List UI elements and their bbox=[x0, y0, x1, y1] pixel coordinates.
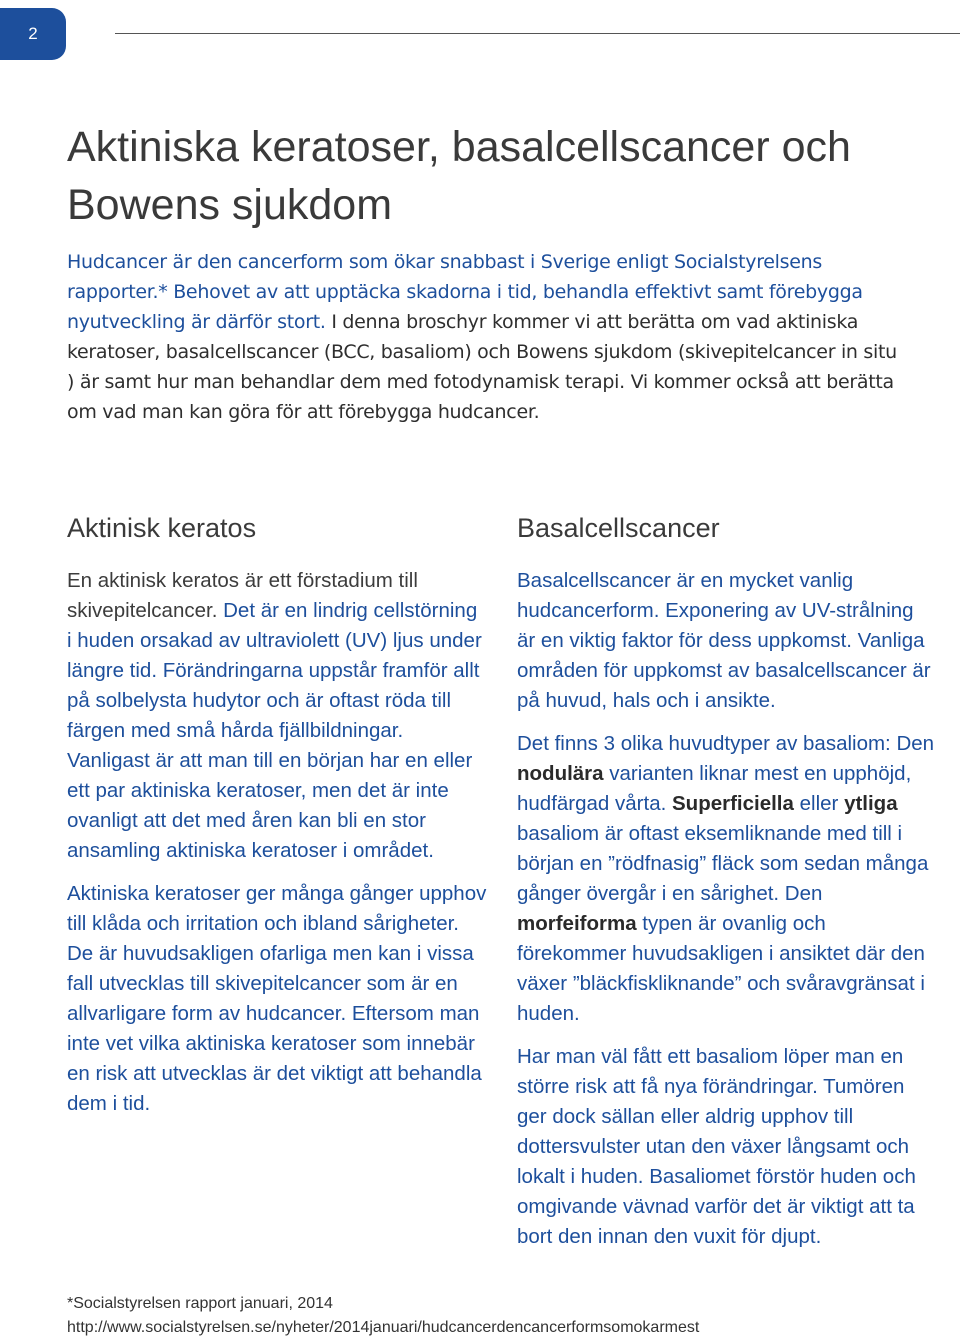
header-rule bbox=[115, 33, 960, 34]
actinic-keratosis-lead: En aktinisk keratos är ett förstadium till skivepitelcancer. bbox=[67, 569, 418, 622]
type-superficial: Superficiella bbox=[672, 792, 794, 815]
actinic-keratosis-body-2: Aktiniska keratoser ger många gånger upphov till klåda och irritation och ibland sårigheter. De är huvudsakligen ofarliga men kan i vissa fall utvecklas till skivepitelcancer som är en allvarligare form av hudcancer. Eftersom man inte vet vilka aktiniska keratoser som innebär en risk att utvecklas är det viktigt att behandla dem i tid. bbox=[67, 882, 487, 1115]
actinic-keratosis-paragraph-2 bbox=[67, 879, 487, 1119]
types-text-3: eller bbox=[793, 792, 845, 815]
type-nodular: nodulära bbox=[517, 762, 604, 785]
types-text-4: basaliom är oftast eksemliknande med till i början en ”rödfnasig” fläck som sedan många gånger övergår i en sårighet. Den bbox=[517, 822, 929, 905]
footnote bbox=[67, 1292, 947, 1340]
footnote-url[interactable]: http://www.socialstyrelsen.se/nyheter/2014januari/hudcancerdencancerformsomokarmest bbox=[67, 1319, 700, 1336]
page-title: Aktiniska keratoser, basalcellscancer och Bowens sjukdom bbox=[67, 123, 851, 229]
basal-cell-cancer-lead: Basalcellscancer är en mycket vanlig hudcancerform. bbox=[517, 569, 854, 622]
basal-cell-cancer-paragraph-1 bbox=[517, 566, 937, 716]
types-text-5: typen är ovanlig och förekommer huvudsakligen i ansiktet där den växer ”bläckfiskliknande” och svåravgränsat i huden. bbox=[517, 912, 925, 1025]
basal-cell-cancer-body-3: Har man väl fått ett basaliom löper man en större risk att få nya förändringar. Tumören ger dock sällan eller aldrig upphov till dottersvulster utan den växer långsamt och lokalt i huden. Basaliomet förstör huden och omgivande vävnad varför det är viktigt att ta bort den innan den vuxit för djupt. bbox=[517, 1045, 916, 1248]
footnote-source: *Socialstyrelsen rapport januari, 2014 bbox=[67, 1295, 333, 1312]
actinic-keratosis-paragraph-1 bbox=[67, 566, 487, 866]
page-number-badge bbox=[0, 8, 66, 60]
actinic-keratosis-heading: Aktinisk keratos bbox=[67, 513, 257, 543]
type-morpheaform: morfeiforma bbox=[517, 912, 637, 935]
actinic-keratosis-body: Det är en lindrig cellstörning i huden orsakad av ultraviolett (UV) ljus under längre tid. Förändringarna uppstår framför allt på solbelysta hudytor och är oftast röda till färgen med små hårda fjällbildningar. Vanligast är att man till en början har en eller ett par aktiniska keratoser, men det är inte ovanligt att det med åren kan bli en stor ansamling aktiniska keratoser i området. bbox=[67, 599, 482, 862]
page-number: 2 bbox=[28, 24, 38, 43]
basal-cell-cancer-section bbox=[517, 510, 937, 1265]
intro-body: I denna broschyr kommer vi att berätta om vad aktiniska keratoser, basalcellscancer (BCC, basaliom) och Bowens sjukdom (skivepitelcancer in situ ) är samt hur man behandlar dem med fotodynamisk terapi. Vi kommer också att berätta om vad man kan göra för att förebygga hudcancer. bbox=[67, 311, 897, 423]
types-text-2: varianten liknar mest en upphöjd, hudfärgad vårta. bbox=[517, 762, 912, 815]
intro-paragraph bbox=[67, 247, 907, 427]
types-text-1: Det finns 3 olika huvudtyper av basaliom: Den bbox=[517, 732, 935, 755]
basal-cell-cancer-body: Exponering av UV-strålning är en viktig faktor för dess uppkomst. Vanliga områden för uppkomst av basalcellscancer är på huvud, hals och i ansikte. bbox=[517, 599, 931, 712]
actinic-keratosis-section bbox=[67, 510, 487, 1132]
basal-cell-cancer-paragraph-3 bbox=[517, 1042, 937, 1252]
basaliom-types-paragraph bbox=[517, 729, 937, 1029]
intro-lead: Hudcancer är den cancerform som ökar snabbast i Sverige enligt Socialstyrelsens rapporter.* Behovet av att upptäcka skadorna i tid, behandla effektivt samt förebygga nyutveckling är därför stort. bbox=[67, 251, 863, 333]
type-ytliga: ytliga bbox=[844, 792, 898, 815]
basal-cell-cancer-heading: Basalcellscancer bbox=[517, 513, 720, 543]
